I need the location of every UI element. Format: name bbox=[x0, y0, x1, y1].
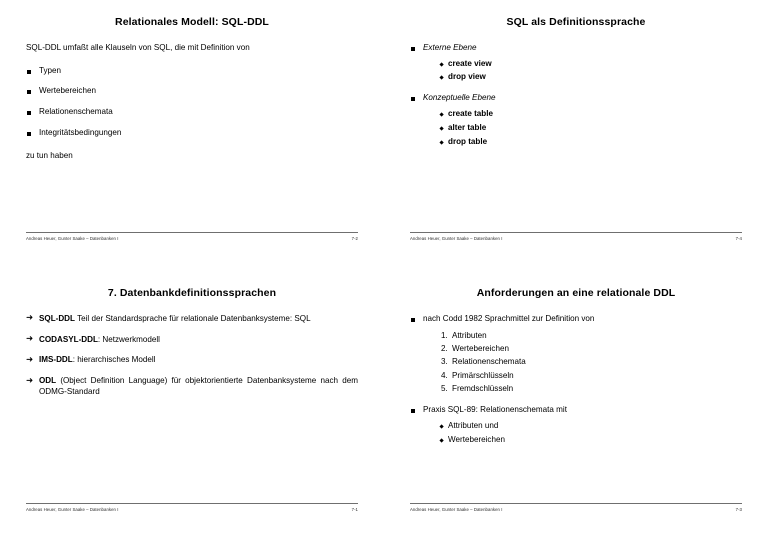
slide-footer bbox=[26, 232, 358, 241]
list-item-label: Typen bbox=[39, 65, 62, 75]
list-item bbox=[410, 93, 742, 148]
sub-list-item bbox=[439, 59, 742, 70]
list-item-rest: (Object Definition Language) für objektorientierte Datenbanksysteme nach dem ODMG-Standard bbox=[39, 376, 358, 397]
footer-credit: Andreas Heuer, Gunter Saake – Datenbanken I bbox=[26, 236, 119, 241]
list-item-term: IMS-DDL bbox=[39, 355, 73, 365]
numbered-list-item: 1. Attributen bbox=[450, 331, 742, 342]
list-item bbox=[410, 43, 742, 84]
praxis-heading: Praxis SQL-89: Relationenschemata mit bbox=[423, 405, 567, 415]
footer-page-number: 7-1 bbox=[351, 507, 358, 512]
footer-page-number: 7-2 bbox=[351, 236, 358, 241]
sub-list-item bbox=[439, 109, 742, 120]
sub-list-item-label: drop view bbox=[448, 72, 486, 82]
list-item bbox=[26, 66, 358, 77]
sub-list bbox=[423, 109, 742, 148]
bullet-list bbox=[410, 314, 742, 446]
footer-page-number: 7-4 bbox=[735, 236, 742, 241]
sub-list-item bbox=[439, 123, 742, 134]
slide-body bbox=[26, 43, 358, 163]
numbered-list-item: 5. Fremdschlüsseln bbox=[450, 384, 742, 395]
sub-list-item bbox=[439, 72, 742, 83]
list-item bbox=[26, 355, 358, 366]
slide-body bbox=[26, 314, 358, 399]
list-item bbox=[26, 314, 358, 325]
sub-list-item-label: alter table bbox=[448, 123, 487, 133]
sub-list-item bbox=[439, 137, 742, 148]
footer-credit: Andreas Heuer, Gunter Saake – Datenbanken I bbox=[410, 236, 503, 241]
list-item-term: SQL-DDL bbox=[39, 313, 75, 323]
outro-text: zu tun haben bbox=[26, 151, 73, 161]
slide-footer bbox=[410, 232, 742, 241]
numbered-list-item: 2. Wertebereichen bbox=[450, 344, 742, 355]
list-item-label: Wertebereichen bbox=[39, 86, 96, 96]
sub-list bbox=[423, 421, 742, 446]
list-item bbox=[26, 86, 358, 97]
bullet-list bbox=[26, 66, 358, 140]
list-item-label: Relationenschemata bbox=[39, 107, 113, 117]
slide-title: 7. Datenbankdefinitionssprachen bbox=[107, 287, 277, 299]
sub-list bbox=[423, 59, 742, 84]
sub-list-item-label: Wertebereichen bbox=[448, 434, 505, 444]
numbered-list-item: 3. Relationenschemata bbox=[450, 357, 742, 368]
sub-list-item bbox=[439, 421, 742, 432]
list-item-rest: : Netzwerkmodell bbox=[97, 334, 160, 344]
sub-list-item bbox=[439, 435, 742, 446]
list-item-term: CODASYL-DDL bbox=[39, 334, 98, 344]
slide-footer bbox=[410, 503, 742, 512]
list-item-term: ODL bbox=[39, 376, 57, 386]
list-item-label: Integritätsbedingungen bbox=[39, 128, 122, 138]
sub-list-item-label: create table bbox=[448, 109, 493, 119]
slide-body bbox=[410, 43, 742, 148]
slide-anforderungen-relationale-ddl bbox=[384, 271, 768, 543]
footer-credit: Andreas Heuer, Gunter Saake – Datenbanken I bbox=[26, 507, 119, 512]
slide-sql-als-definitionssprache bbox=[384, 0, 768, 271]
slide-body bbox=[410, 314, 742, 446]
group-heading: Konzeptuelle Ebene bbox=[423, 93, 496, 103]
sub-list-item-label: Attributen und bbox=[448, 421, 499, 431]
slide-title: SQL als Definitionssprache bbox=[506, 16, 646, 28]
slide-title: Anforderungen an eine relationale DDL bbox=[476, 287, 676, 299]
list-item bbox=[26, 128, 358, 139]
slide-footer bbox=[26, 503, 358, 512]
sub-list-item-label: drop table bbox=[448, 137, 488, 147]
list-item bbox=[26, 107, 358, 118]
list-item bbox=[26, 376, 358, 398]
list-item bbox=[26, 335, 358, 346]
codd-heading: nach Codd 1982 Sprachmittel zur Definition von bbox=[423, 313, 595, 323]
list-item bbox=[410, 314, 742, 396]
group-heading: Externe Ebene bbox=[423, 42, 477, 52]
slide-title: Relationales Modell: SQL-DDL bbox=[115, 16, 269, 28]
bullet-list bbox=[26, 314, 358, 399]
intro-text: SQL-DDL umfaßt alle Klauseln von SQL, die mit Definition von bbox=[26, 42, 250, 52]
list-item-rest: : hierarchisches Modell bbox=[72, 355, 156, 365]
footer-page-number: 7-3 bbox=[735, 507, 742, 512]
slide-relationales-modell-sql-ddl bbox=[0, 0, 384, 271]
bullet-list bbox=[410, 43, 742, 148]
footer-credit: Andreas Heuer, Gunter Saake – Datenbanken I bbox=[410, 507, 503, 512]
numbered-list bbox=[423, 331, 742, 396]
numbered-list-item: 4. Primärschlüsseln bbox=[450, 371, 742, 382]
list-item bbox=[410, 405, 742, 446]
slide-datenbankdefinitionssprachen bbox=[0, 271, 384, 543]
sub-list-item-label: create view bbox=[448, 58, 492, 68]
list-item-rest: Teil der Standardsprache für relationale Datenbanksysteme: SQL bbox=[74, 313, 311, 323]
